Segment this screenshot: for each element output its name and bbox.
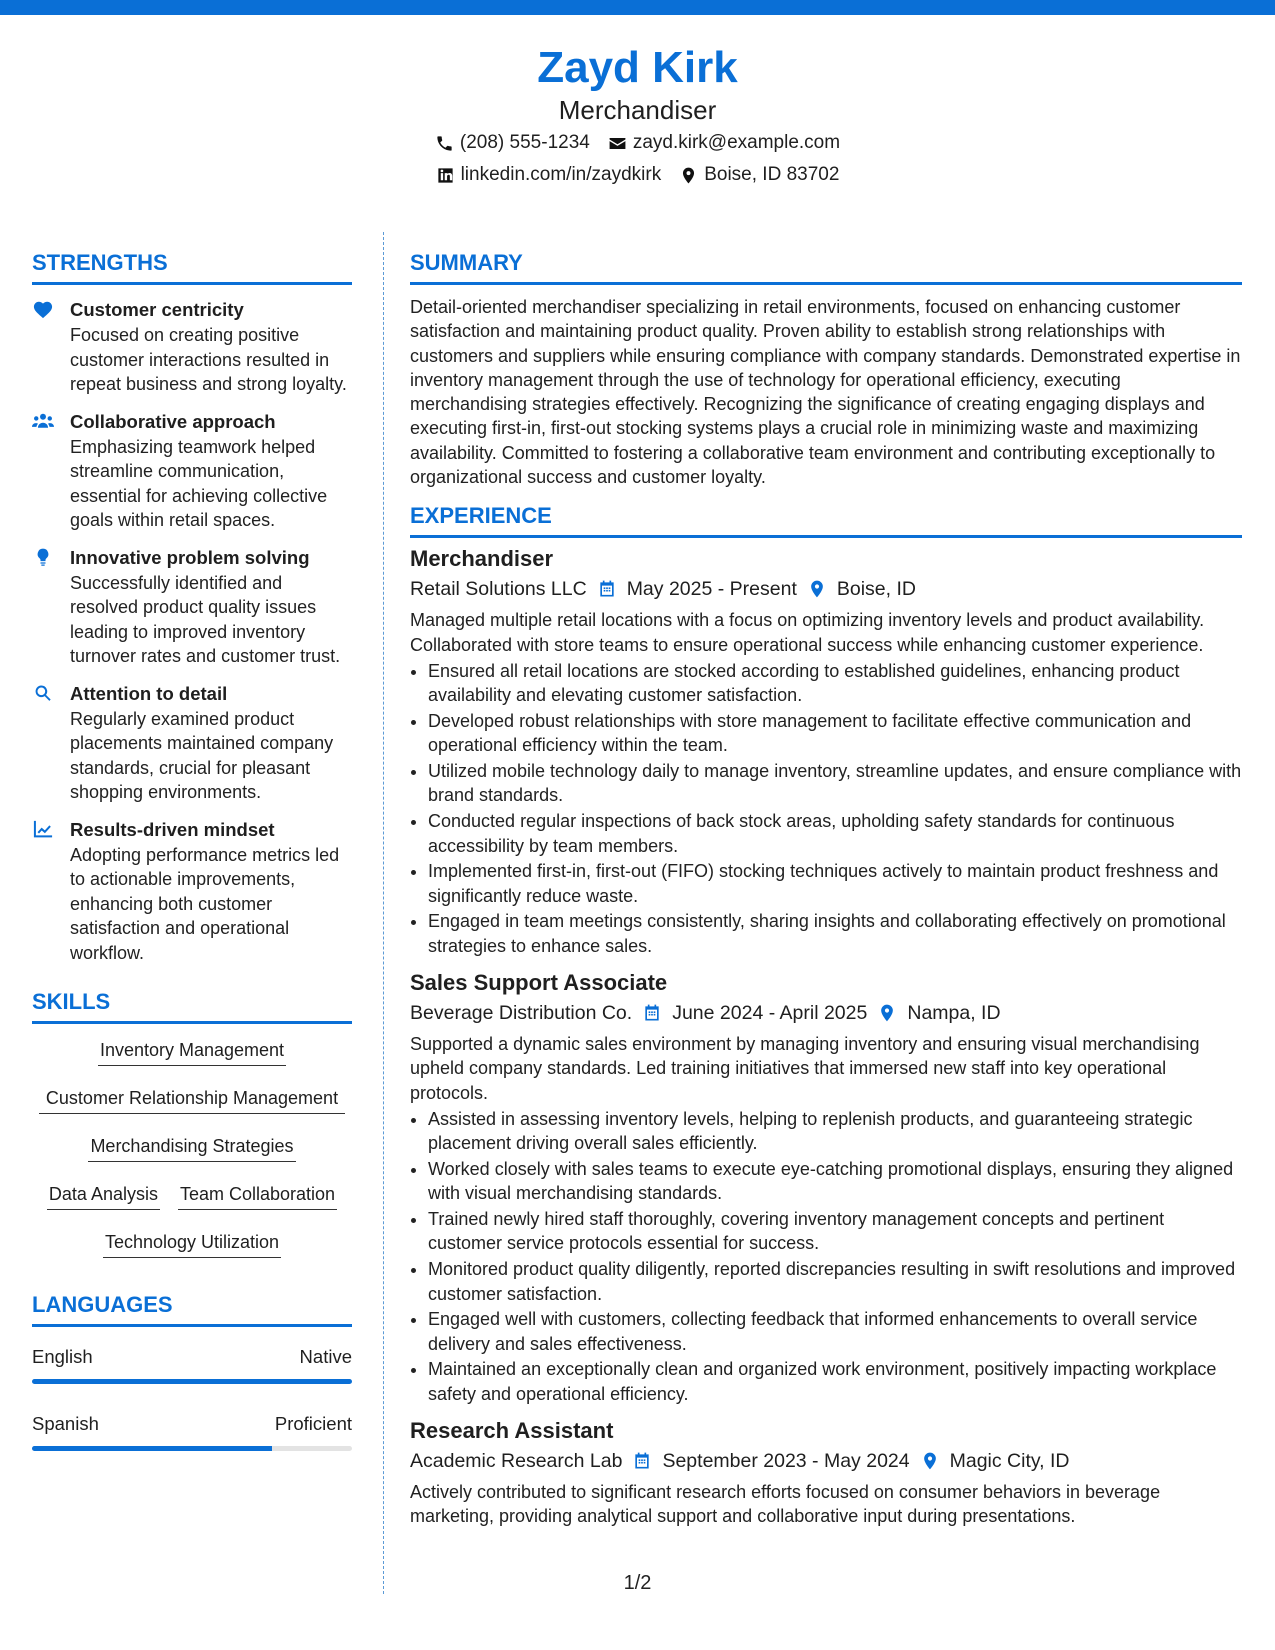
languages-title: LANGUAGES [32, 1290, 352, 1327]
job-company: Beverage Distribution Co. [410, 1002, 633, 1025]
map-pin-icon [920, 1451, 940, 1471]
calendar-icon [642, 1003, 662, 1023]
job-location: Magic City, ID [949, 1449, 1070, 1472]
column-divider [383, 232, 384, 1594]
right-column [410, 248, 1242, 1529]
calendar-icon [632, 1451, 652, 1471]
resume-header [0, 42, 1275, 190]
candidate-role: Merchandiser [558, 95, 717, 125]
location-contact [679, 160, 839, 190]
heart-icon [32, 299, 54, 319]
job-bullet: • Implemented first-in, first-out (FIFO) stocking techniques actively to maintain product freshness and significantly reduce waste. [428, 859, 1242, 908]
language-bar-fill [32, 1379, 352, 1384]
contact-row-1 [0, 128, 1275, 158]
email-text: zayd.kirk@example.com [632, 132, 841, 153]
lightbulb-icon [32, 547, 54, 567]
job-bullet: • Utilized mobile technology daily to manage inventory, streamline updates, and ensure compliance with brand standards. [428, 759, 1242, 808]
linkedin-text: linkedin.com/in/zaydkirk [460, 164, 662, 185]
map-pin-icon [877, 1003, 897, 1023]
strength-desc: Regularly examined product placements maintained company standards, crucial for pleasant shopping environments. [70, 708, 334, 802]
job-description: Actively contributed to significant research efforts focused on consumer behaviors in beverage marketing, providing analytical support and collaborative input during presentations. [410, 1481, 1161, 1527]
envelope-icon [608, 134, 627, 153]
phone-contact [435, 128, 590, 158]
job-meta [410, 574, 1242, 604]
location-text: Boise, ID 83702 [704, 164, 840, 185]
strengths-title: STRENGTHS [32, 248, 352, 285]
job-bullet: • Worked closely with sales teams to execute eye-catching promotional displays, ensuring they aligned with visual merchandising standards. [428, 1157, 1242, 1206]
linkedin-icon [436, 166, 455, 185]
strength-desc: Emphasizing teamwork helped streamline communication, essential for achieving collective goals within retail spaces. [70, 436, 328, 530]
job-bullet: • Assisted in assessing inventory levels, helping to replenish products, and guaranteeing strategic placement driving overall sales efficiently. [428, 1107, 1242, 1156]
page-number: 1/2 [623, 1572, 652, 1594]
language-item [32, 1412, 352, 1451]
job-title: Merchandiser [410, 546, 554, 572]
skill-tag: Data Analysis [47, 1182, 160, 1210]
users-icon [32, 411, 54, 431]
job-title: Research Assistant [410, 1417, 614, 1443]
skills-list [32, 1038, 352, 1258]
job-bullets [410, 659, 1242, 958]
job-company: Retail Solutions LLC [410, 578, 587, 601]
strength-title: Customer centricity [70, 299, 244, 320]
job-dates: May 2025 - Present [626, 578, 797, 601]
strength-title: Collaborative approach [70, 410, 276, 432]
job-bullet: • Engaged well with customers, collecting feedback that informed enhancements to overall service delivery and sales effectiveness. [428, 1307, 1242, 1356]
summary-title: SUMMARY [410, 248, 1242, 285]
job-entry [410, 968, 1242, 1406]
job-bullet: • Monitored product quality diligently, reported discrepancies resulting in swift resolutions and improved customer satisfaction. [428, 1257, 1242, 1306]
skill-tag: Technology Utilization [103, 1230, 281, 1258]
search-icon [32, 683, 54, 703]
job-company: Academic Research Lab [410, 1449, 623, 1472]
strength-item [32, 545, 352, 669]
map-pin-icon [679, 166, 698, 185]
phone-text: (208) 555-1234 [459, 132, 590, 153]
language-level: Native [299, 1346, 352, 1367]
job-meta [410, 1446, 1242, 1476]
language-bar [32, 1379, 352, 1384]
strength-title: Attention to detail [70, 682, 228, 704]
skill-tag: Inventory Management [98, 1038, 286, 1066]
job-dates: September 2023 - May 2024 [662, 1449, 910, 1472]
language-bar-fill [32, 1446, 272, 1451]
strength-title: Innovative problem solving [70, 546, 310, 568]
language-level: Proficient [274, 1413, 352, 1434]
strength-item [32, 297, 352, 397]
phone-icon [435, 134, 454, 153]
skill-tag: Customer Relationship Management [39, 1086, 345, 1114]
job-bullet: • Ensured all retail locations are stocked according to established guidelines, enhancing product availability and elevating customer satisfaction. [428, 659, 1242, 708]
job-description: Managed multiple retail locations with a focus on optimizing inventory levels and product availability. Collaborated with store teams to ensure operational success while enhancing customer experience. [410, 610, 1205, 655]
job-bullet: • Maintained an exceptionally clean and organized work environment, positively impacting workplace safety and operational efficiency. [428, 1357, 1242, 1406]
summary-text: Detail-oriented merchandiser specializing in retail environments, focused on enhancing customer satisfaction and maintaining product quality. Proven ability to establish strong relationships with customers and suppliers while ensuring compliance with company standards. Demonstrated expertise in inventory management through the use of technology for operational efficiency, executing merchandising strategies effectively. Recognizing the significance of creating engaging displays and executing first-in, first-out stocking systems plays a crucial role in minimizing waste and maximizing availability. Committed to fostering a collaborative team environment and contributing exceptionally to organizational success and customer loyalty. [410, 297, 1241, 488]
job-bullet: • Trained newly hired staff thoroughly, covering inventory management concepts and pertinent customer service protocols essential for success. [428, 1207, 1242, 1256]
map-pin-icon [807, 579, 827, 599]
strength-title: Results-driven mindset [70, 818, 275, 840]
chart-line-icon [32, 819, 54, 839]
skills-title: SKILLS [32, 987, 352, 1024]
strength-item [32, 681, 352, 805]
language-item [32, 1345, 352, 1384]
language-name: Spanish [32, 1413, 99, 1434]
strength-item [32, 409, 352, 533]
job-dates: June 2024 - April 2025 [672, 1002, 868, 1025]
strength-desc: Focused on creating positive customer interactions resulted in repeat business and strong loyalty. [70, 325, 347, 394]
skill-tag: Team Collaboration [178, 1182, 337, 1210]
language-bar [32, 1446, 352, 1451]
job-title: Sales Support Associate [410, 970, 668, 996]
job-bullet: • Engaged in team meetings consistently, sharing insights and collaborating effectively on promotional strategies to enhance sales. [428, 909, 1242, 958]
strength-desc: Successfully identified and resolved product quality issues leading to improved inventory turnover rates and customer trust. [70, 572, 341, 666]
job-location: Boise, ID [836, 578, 916, 601]
job-meta [410, 998, 1242, 1028]
job-entry [410, 544, 1242, 958]
job-description: Supported a dynamic sales environment by managing inventory and ensuring visual merchandising upheld company standards. Led training initiatives that immersed new staff into key operational protocols. [410, 1034, 1200, 1103]
strength-item [32, 817, 352, 966]
job-entry [410, 1416, 1242, 1529]
email-contact[interactable] [608, 128, 840, 158]
strength-desc: Adopting performance metrics led to actionable improvements, enhancing both customer satisfaction and operational workflow. [70, 844, 340, 963]
top-accent-bar [0, 0, 1275, 15]
job-location: Nampa, ID [907, 1002, 1001, 1025]
job-bullets [410, 1107, 1242, 1406]
linkedin-contact[interactable] [436, 160, 662, 190]
job-bullet: • Developed robust relationships with store management to facilitate effective communication and operational efficiency within the team. [428, 709, 1242, 758]
experience-title: EXPERIENCE [410, 501, 1242, 538]
language-name: English [32, 1346, 93, 1367]
candidate-name: Zayd Kirk [537, 43, 738, 92]
job-bullet: • Conducted regular inspections of back stock areas, upholding safety standards for continuous accessibility by team members. [428, 809, 1242, 858]
skill-tag: Merchandising Strategies [88, 1134, 295, 1162]
left-column [32, 248, 352, 1451]
contact-row-2 [0, 160, 1275, 190]
calendar-icon [597, 579, 617, 599]
